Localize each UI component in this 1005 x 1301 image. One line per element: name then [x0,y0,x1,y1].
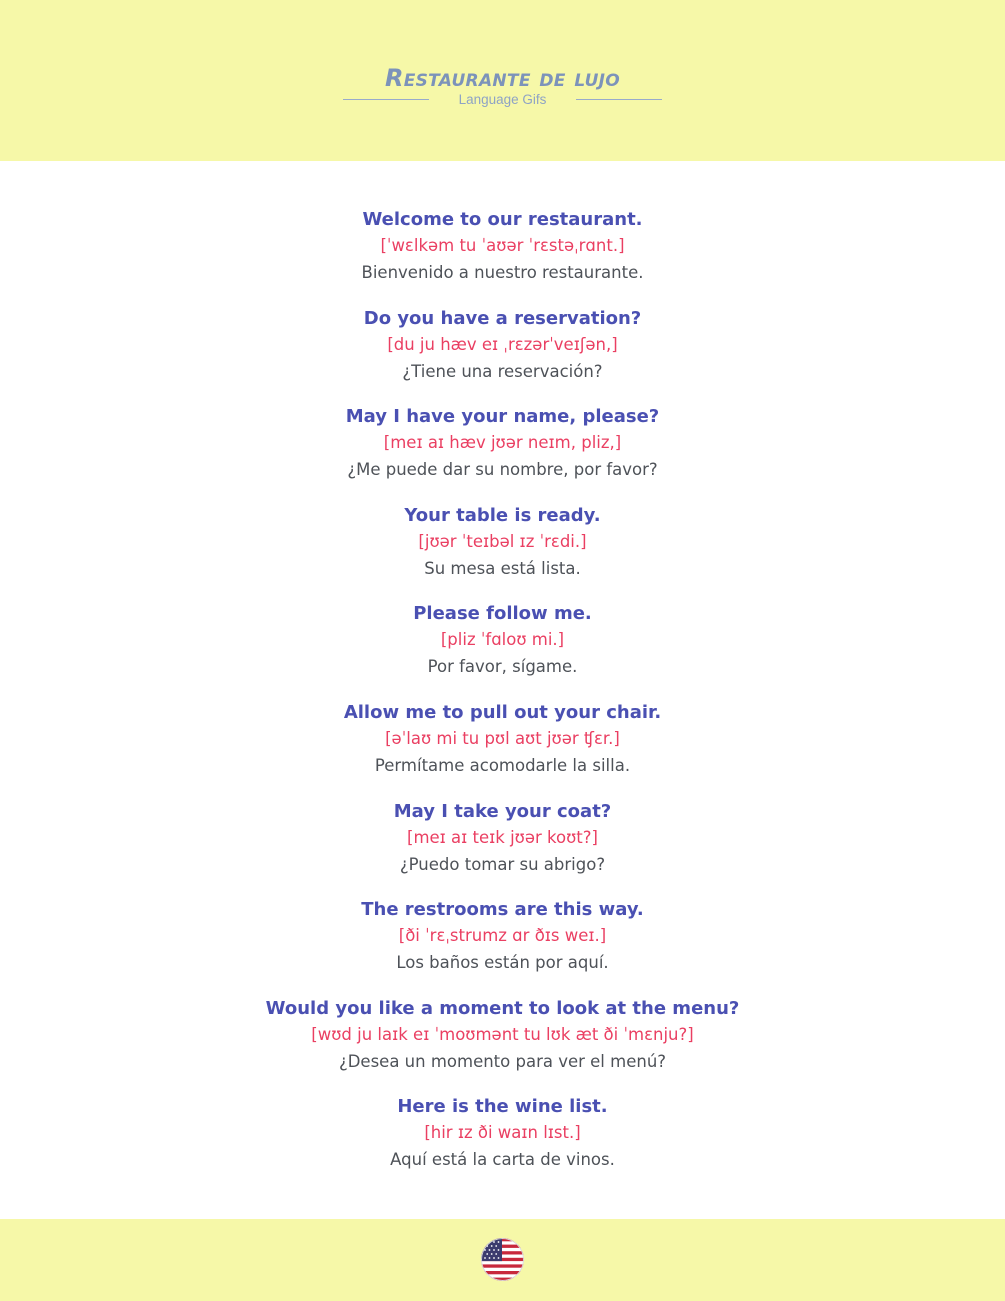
spanish-translation: ¿Desea un momento para ver el menú? [338,1051,667,1071]
english-phrase: Your table is ready. [404,504,601,526]
phrase-pronunciation: [jʊər ˈteɪbəl ɪz ˈrɛdi.] [418,531,587,551]
phrase-pronunciation: [əˈlaʊ mi tu pʊl aʊt jʊər ʧɛr.] [385,728,620,748]
phrase-pronunciation: [hir ɪz ði waɪn lɪst.] [424,1123,581,1143]
phrase-item [0,896,1005,995]
us-flag-icon [481,1238,524,1281]
phrase-item [0,305,1005,404]
spanish-translation: Aquí está la carta de vinos. [390,1150,615,1170]
spanish-translation: ¿Tiene una reservación? [402,361,603,381]
spanish-translation: Permítame acomodarle la silla. [374,755,631,775]
phrase-pronunciation: [du ju hæv eɪ ˌrɛzərˈveɪʃən,] [387,334,618,354]
phrase-pronunciation: [ˈwɛlkəm tu ˈaʊər ˈrɛstəˌrɑnt.] [380,236,625,255]
english-phrase: Please follow me. [413,603,592,625]
subtitle-rule-right [576,99,662,100]
spanish-translation: Su mesa está lista. [424,558,581,578]
subtitle-row [0,91,1005,109]
phrase-item [0,1093,1005,1192]
spanish-translation: ¿Puedo tomar su abrigo? [399,854,606,874]
english-phrase: Would you like a moment to look at the menu? [265,997,740,1019]
phrase-pronunciation: [pliz ˈfɑloʊ mi.] [440,630,565,650]
english-phrase: Allow me to pull out your chair. [343,701,662,723]
english-phrase: Welcome to our restaurant. [362,209,643,230]
english-phrase: May I have your name, please? [345,406,660,428]
english-phrase: Here is the wine list. [397,1096,608,1118]
phrase-pronunciation: [meɪ aɪ teɪk jʊər koʊt?] [407,827,598,847]
phrase-pronunciation: [wʊd ju laɪk eɪ ˈmoʊmənt tu lʊk æt ði ˈmɛnju?] [311,1024,694,1044]
spanish-translation: Los baños están por aquí. [396,953,609,973]
phrase-list [0,206,1005,1192]
page-subtitle: Language Gifs [458,92,547,107]
phrase-item [0,995,1005,1094]
phrase-pronunciation: [meɪ aɪ hæv jʊər neɪm, pliz,] [383,433,622,453]
english-phrase: The restrooms are this way. [361,899,644,921]
spanish-translation: Bienvenido a nuestro restaurante. [361,263,644,282]
phrase-item [0,798,1005,897]
spanish-translation: ¿Me puede dar su nombre, por favor? [347,460,658,480]
english-phrase: May I take your coat? [393,800,612,822]
phrase-pronunciation: [ði ˈrɛˌstrumz ɑr ðɪs weɪ.] [398,926,607,946]
phrase-item [0,403,1005,502]
phrase-item [0,206,1005,305]
page-title: Restaurante de lujo [384,64,621,92]
spanish-translation: Por favor, sígame. [427,657,578,677]
phrase-item [0,502,1005,601]
phrase-item [0,699,1005,798]
header-banner [0,0,1005,161]
english-phrase: Do you have a reservation? [363,307,642,329]
phrase-item [0,600,1005,699]
footer-banner [0,1219,1005,1301]
